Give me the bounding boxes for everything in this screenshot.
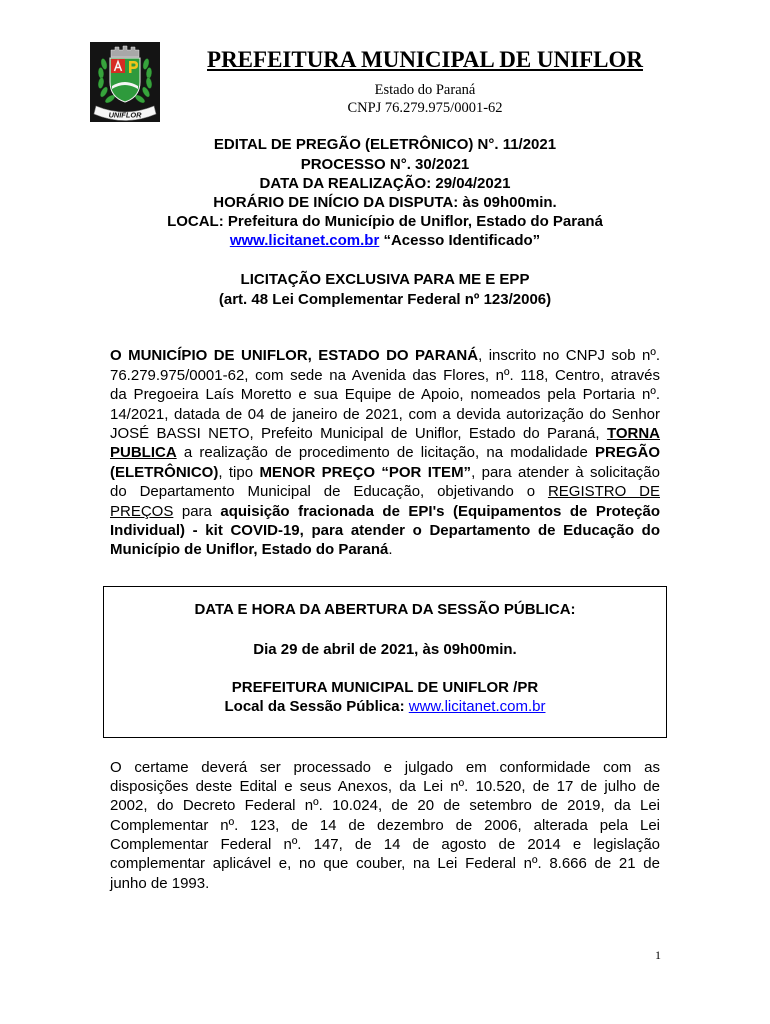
logo-ribbon-text: UNIFLOR [108,110,142,120]
paragraph-line [110,502,660,521]
paragraph-line: junho de 1993. [110,874,210,892]
paragraph-line: Complementar nº. 123, de 14 de dezembro de 2006, alterada pela Lei [110,816,660,834]
paragraph-line [110,521,660,540]
registration-type: PREÇOS [110,502,174,520]
paragraph-text: . [388,541,393,559]
announce-verb: TORNA [606,424,661,442]
edital-site-line [0,231,770,250]
coat-of-arms-logo [90,42,160,122]
session-organizer: PREFEITURA MUNICIPAL DE UNIFLOR /PR [231,679,539,696]
paragraph-text: do Departamento Municipal de Educação, objetivando o [110,483,536,501]
session-location-label: Local da Sessão Pública: [224,698,405,715]
page-title: PREFEITURA MUNICIPAL DE UNIFLOR [207,47,643,72]
bidding-modality: PREGÃO [595,444,661,462]
paragraph-text: 14/2021, datada de 04 de janeiro de 2021, com a devida autorização do Senhor [110,405,660,423]
exclusivity-legal-basis: (art. 48 Lei Complementar Federal nº 123/2006) [218,290,552,308]
paragraph-text: , inscrito no CNPJ sob nº. [478,347,661,365]
paragraph-text: , para atender à solicitação [471,463,660,481]
session-location-link[interactable]: www.licitanet.com.br [408,698,546,715]
paragraph-line [110,482,660,501]
procurement-object: Individual) - kit COVID-19, para atender o Departamento de Educação do [110,521,660,539]
paragraph-text: para [181,502,212,520]
bidding-modality: (ELETRÔNICO) [110,463,219,481]
paragraph-line [110,443,660,462]
edital-info [0,135,770,250]
exclusivity-title: LICITAÇÃO EXCLUSIVA PARA ME E EPP [240,271,530,289]
paragraph-line [110,540,660,559]
exclusivity-notice [0,270,770,308]
paragraph-line [110,405,660,424]
session-heading: DATA E HORA DA ABERTURA DA SESSÃO PÚBLICA: [194,601,576,618]
paragraph-line: disposições deste Edital e seus Anexos, da Lei nº. 10.520, de 17 de julho de [110,777,660,795]
paragraph-line: 2002, do Decreto Federal nº. 10.024, de 20 de setembro de 2019, da Lei [110,797,660,815]
paragraph-line [110,366,660,385]
licitanet-link[interactable]: www.licitanet.com.br [229,232,380,250]
mural-crown-icon [111,46,139,57]
dispute-start-time: HORÁRIO DE INÍCIO DA DISPUTA: às 09h00min. [213,194,557,211]
access-mode: “Acesso Identificado” [383,232,541,250]
paragraph-line: O certame deverá ser processado e julgado em conformidade com as [110,758,660,776]
session-location [104,697,666,716]
procurement-object: aquisição fracionada de EPI's (Equipamentos de Proteção [220,502,661,520]
paragraph-line: complementar aplicável e, no que couber, na Lei Federal nº. 8.666 de 21 de [110,855,660,873]
paragraph-text: JOSÉ BASSI NETO, Prefeito Municipal de Uniflor, Estado do Paraná, [110,424,600,442]
procurement-object: Município de Uniflor, Estado do Paraná [110,541,389,559]
session-datetime: Dia 29 de abril de 2021, às 09h00min. [253,641,517,658]
paragraph-line [110,463,660,482]
paragraph-text: 76.279.975/0001-62, com sede na Avenida das Flores, nº. 118, Centro, através [110,366,660,384]
opening-paragraph [110,346,660,559]
issuer-name: O MUNICÍPIO DE UNIFLOR, ESTADO DO PARANÁ [110,347,479,365]
cnpj-number: CNPJ 76.279.975/0001-62 [347,100,503,116]
state-name: Estado do Paraná [374,82,476,98]
realization-date: DATA DA REALIZAÇÃO: 29/04/2021 [259,174,511,192]
paragraph-text: a realização de procedimento de licitação, na modalidade [183,444,588,462]
edital-number: EDITAL DE PREGÃO (ELETRÔNICO) N°. 11/2021 [213,136,557,154]
paragraph-line: Complementar Federal nº. 147, de 14 de agosto de 2014 e legislação [110,835,660,853]
coat-of-arms-icon [90,42,160,122]
paragraph-text: , tipo [218,463,254,481]
paragraph-text: da Pregoeira Laís Moretto e sua Equipe de Apoio, nomeados pela Portaria nº. [110,386,660,404]
session-info-box [103,586,667,738]
registration-type: REGISTRO DE [547,483,660,501]
paragraph-line [110,424,660,443]
edital-location: LOCAL: Prefeitura do Município de Uniflor, Estado do Paraná [167,213,603,231]
page-number: 1 [655,948,661,962]
process-number: PROCESSO N°. 30/2021 [300,155,470,173]
paragraph-line [110,385,660,404]
price-type: MENOR PREÇO “POR ITEM” [259,463,472,481]
announce-verb: PUBLICA [110,444,177,462]
legal-basis-paragraph [110,758,660,893]
paragraph-line [110,346,660,365]
